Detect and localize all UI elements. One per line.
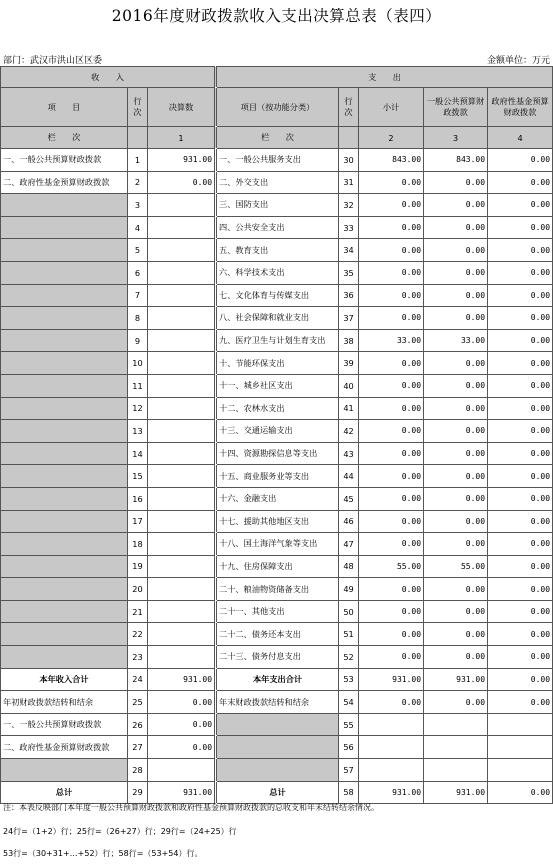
- row-no: 5: [128, 239, 148, 262]
- table-row: [1, 442, 553, 465]
- expense-item-name: 十、节能环保支出: [217, 352, 339, 375]
- expense-general: 0.00: [424, 397, 488, 420]
- table-row: [1, 623, 553, 646]
- row-no-header: 行次: [128, 88, 148, 127]
- table-row: [1, 465, 553, 488]
- row-no: 55: [339, 713, 359, 736]
- expense-item-name: 三、国防支出: [217, 194, 339, 217]
- expense-general: 0.00: [424, 578, 488, 601]
- expense-gov-fund: 0.00: [488, 555, 553, 578]
- expense-gov-fund: 0.00: [488, 329, 553, 352]
- expense-item-name: 十四、资源勘探信息等支出: [217, 442, 339, 465]
- income-value: [148, 284, 215, 307]
- income-item-name: [1, 442, 128, 465]
- row-no: 21: [128, 600, 148, 623]
- expense-subtotal: 0.00: [359, 600, 424, 623]
- income-value: [148, 239, 215, 262]
- row-no: 9: [128, 329, 148, 352]
- income-item-name: [1, 352, 128, 375]
- row-no: 12: [128, 397, 148, 420]
- income-item-name: [1, 374, 128, 397]
- income-item-name: [1, 600, 128, 623]
- expense-gov-fund: 0.00: [488, 420, 553, 443]
- expense-gov-fund: 0.00: [488, 442, 553, 465]
- income-value: [148, 352, 215, 375]
- expense-gov-fund: 0.00: [488, 646, 553, 669]
- expense-general: 0.00: [424, 307, 488, 330]
- unit-label: 金额单位：万元: [486, 56, 550, 66]
- row-no: 23: [128, 646, 148, 669]
- income-value: [148, 578, 215, 601]
- row-no: 30: [339, 149, 359, 172]
- row-no: 58: [339, 781, 359, 804]
- footnote-2: 24行=（1+2）行；25行=（26+27）行；29行=（24+25）行: [3, 827, 237, 836]
- expense-gov-fund: 0.00: [488, 600, 553, 623]
- income-item-name: [1, 646, 128, 669]
- row-no: 24: [128, 668, 148, 691]
- income-item-name: [1, 239, 128, 262]
- report-title: 2016年度财政拨款收入支出决算总表（表四）: [111, 7, 442, 25]
- income-value: [148, 216, 215, 239]
- col-1: 1: [148, 127, 215, 149]
- row-no: 10: [128, 352, 148, 375]
- row-no: 42: [339, 420, 359, 443]
- income-value: [148, 623, 215, 646]
- table-row: [1, 149, 553, 172]
- income-item-name: [1, 261, 128, 284]
- expense-item-name: 十七、援助其他地区支出: [217, 510, 339, 533]
- row-no: 39: [339, 352, 359, 375]
- expense-gov-fund: 0.00: [488, 533, 553, 556]
- begin-balance-value: 0.00: [148, 691, 215, 714]
- expense-subtotal: 0.00: [359, 533, 424, 556]
- row-no: 43: [339, 442, 359, 465]
- grand-total-value: 931.00: [148, 781, 215, 804]
- expense-item-name: 五、教育支出: [217, 239, 339, 262]
- income-value: [148, 555, 215, 578]
- income-value: [148, 646, 215, 669]
- expense-item-name: 十八、国土海洋气象等支出: [217, 533, 339, 556]
- footnote-1: 注：本表反映部门本年度一般公共预算财政拨款和政府性基金预算财政拨款的总收支和年末结转结余情况。: [3, 803, 379, 812]
- income-value: [148, 329, 215, 352]
- expense-gov-fund: 0.00: [488, 307, 553, 330]
- row-no: 20: [128, 578, 148, 601]
- expense-general: 0.00: [424, 216, 488, 239]
- end-balance-gov-fund: 0.00: [488, 691, 553, 714]
- gov-fund-header: 政府性基金预算财政拨款: [488, 88, 553, 127]
- expense-item-name: 十五、商业服务业等支出: [217, 465, 339, 488]
- year-expense-gov-fund: 0.00: [488, 668, 553, 691]
- table-row: [1, 578, 553, 601]
- row-no: 1: [128, 149, 148, 172]
- expense-subtotal: 0.00: [359, 465, 424, 488]
- expense-item-header: 项目（按功能分类）: [217, 88, 339, 127]
- expense-general: 0.00: [424, 284, 488, 307]
- expense-subtotal: 0.00: [359, 261, 424, 284]
- expense-subtotal: 0.00: [359, 442, 424, 465]
- expense-subtotal: 0.00: [359, 397, 424, 420]
- expense-general: 0.00: [424, 600, 488, 623]
- row-no: 3: [128, 194, 148, 217]
- income-value: [148, 307, 215, 330]
- income-item-name: [1, 329, 128, 352]
- expense-general: 843.00: [424, 149, 488, 172]
- col-label: 栏 次: [1, 127, 128, 149]
- row-no: 49: [339, 578, 359, 601]
- expense-general: 0.00: [424, 533, 488, 556]
- col-3: 3: [424, 127, 488, 149]
- expense-subtotal: 0.00: [359, 352, 424, 375]
- end-balance-subtotal: 0.00: [359, 691, 424, 714]
- income-value: [148, 465, 215, 488]
- row-no: 51: [339, 623, 359, 646]
- income-item-name: [1, 555, 128, 578]
- expense-item-name: 四、公共安全支出: [217, 216, 339, 239]
- expense-gov-fund: 0.00: [488, 397, 553, 420]
- expense-subtotal: 843.00: [359, 149, 424, 172]
- row-no: 4: [128, 216, 148, 239]
- expense-item-name: 九、医疗卫生与计划生育支出: [217, 329, 339, 352]
- table-row: [1, 239, 553, 262]
- expense-item-name: 一、一般公共服务支出: [217, 149, 339, 172]
- expense-general: 0.00: [424, 239, 488, 262]
- row-no: 44: [339, 465, 359, 488]
- row-no: 11: [128, 374, 148, 397]
- table-row: [1, 284, 553, 307]
- end-balance-general: 0.00: [424, 691, 488, 714]
- income-item-name: [1, 397, 128, 420]
- expense-general: 0.00: [424, 374, 488, 397]
- income-value: [148, 420, 215, 443]
- col-4: 4: [488, 127, 553, 149]
- expense-general: 33.00: [424, 329, 488, 352]
- expense-subtotal: 0.00: [359, 623, 424, 646]
- begin-gov-fund-value: 0.00: [148, 736, 215, 759]
- income-item-name: [1, 284, 128, 307]
- table-row: [1, 171, 553, 194]
- row-no: 15: [128, 465, 148, 488]
- income-header: 收 入: [1, 67, 215, 88]
- expense-general: 0.00: [424, 646, 488, 669]
- row-no: 40: [339, 374, 359, 397]
- table-row: [1, 600, 553, 623]
- income-value: [148, 442, 215, 465]
- expense-general: 0.00: [424, 487, 488, 510]
- expense-header: 支 出: [217, 67, 553, 88]
- income-value: [148, 600, 215, 623]
- row-no: 2: [128, 171, 148, 194]
- row-no: 52: [339, 646, 359, 669]
- row-no: 13: [128, 420, 148, 443]
- row-no: 17: [128, 510, 148, 533]
- income-item-header: 项 目: [1, 88, 128, 127]
- expense-item-name: 二十二、债务还本支出: [217, 623, 339, 646]
- row-no: 6: [128, 261, 148, 284]
- expense-gov-fund: 0.00: [488, 149, 553, 172]
- expense-subtotal: 0.00: [359, 578, 424, 601]
- income-item-name: [1, 465, 128, 488]
- row-no: 36: [339, 284, 359, 307]
- row-no: 29: [128, 781, 148, 804]
- expense-general: 0.00: [424, 510, 488, 533]
- year-income-total-label: 本年收入合计: [1, 668, 128, 691]
- row-no: 18: [128, 533, 148, 556]
- expense-general: 0.00: [424, 465, 488, 488]
- table-row: [1, 216, 553, 239]
- income-item-name: 一、一般公共预算财政拨款: [1, 149, 128, 172]
- grand-total-subtotal: 931.00: [359, 781, 424, 804]
- row-no: 56: [339, 736, 359, 759]
- expense-gov-fund: 0.00: [488, 374, 553, 397]
- row-no: 54: [339, 691, 359, 714]
- subtotal-header: 小计: [359, 88, 424, 127]
- year-expense-total-label: 本年支出合计: [217, 668, 339, 691]
- expense-general: 0.00: [424, 171, 488, 194]
- table-row: [1, 329, 553, 352]
- table-row: [1, 555, 553, 578]
- expense-gov-fund: 0.00: [488, 239, 553, 262]
- expense-item-name: 七、文化体育与传媒支出: [217, 284, 339, 307]
- begin-balance-label: 年初财政拨款结转和结余: [1, 691, 128, 714]
- expense-general: 0.00: [424, 442, 488, 465]
- row-no: 14: [128, 442, 148, 465]
- expense-gov-fund: 0.00: [488, 171, 553, 194]
- budget-table: [0, 66, 553, 804]
- table-row: [1, 194, 553, 217]
- row-no: 27: [128, 736, 148, 759]
- row-no: 22: [128, 623, 148, 646]
- expense-item-name: 十九、住房保障支出: [217, 555, 339, 578]
- income-item-name: [1, 194, 128, 217]
- row-no: 38: [339, 329, 359, 352]
- general-budget-header: 一般公共预算财政拨款: [424, 88, 488, 127]
- expense-general: 0.00: [424, 420, 488, 443]
- row-no: 19: [128, 555, 148, 578]
- expense-gov-fund: 0.00: [488, 623, 553, 646]
- row-no: 34: [339, 239, 359, 262]
- row-no: 31: [339, 171, 359, 194]
- expense-general: 0.00: [424, 352, 488, 375]
- expense-item-name: 二十一、其他支出: [217, 600, 339, 623]
- row-no: 28: [128, 759, 148, 782]
- income-value: [148, 533, 215, 556]
- expense-row-no-header: 行次: [339, 88, 359, 127]
- income-item-name: [1, 307, 128, 330]
- expense-item-name: 六、科学技术支出: [217, 261, 339, 284]
- grand-total-gov-fund: 0.00: [488, 781, 553, 804]
- expense-item-name: 十六、金融支出: [217, 487, 339, 510]
- table-row: [1, 374, 553, 397]
- expense-general: 55.00: [424, 555, 488, 578]
- expense-subtotal: 0.00: [359, 374, 424, 397]
- row-no: 32: [339, 194, 359, 217]
- expense-general: 0.00: [424, 623, 488, 646]
- table-row: [1, 261, 553, 284]
- table-row: [1, 420, 553, 443]
- col-2: 2: [359, 127, 424, 149]
- expense-subtotal: 33.00: [359, 329, 424, 352]
- income-value: [148, 374, 215, 397]
- table-row: [1, 307, 553, 330]
- expense-subtotal: 0.00: [359, 194, 424, 217]
- row-no: 47: [339, 533, 359, 556]
- expense-general: 0.00: [424, 194, 488, 217]
- table-row: [1, 646, 553, 669]
- expense-subtotal: 0.00: [359, 239, 424, 262]
- row-no: 41: [339, 397, 359, 420]
- income-value: [148, 487, 215, 510]
- grand-total-expense-label: 总计: [217, 781, 339, 804]
- footnote-3: 53行=（30+31+…+52）行；58行=（53+54）行。: [3, 849, 203, 858]
- end-balance-label: 年末财政拨款结转和结余: [217, 691, 339, 714]
- row-no: 8: [128, 307, 148, 330]
- expense-subtotal: 0.00: [359, 284, 424, 307]
- income-item-name: [1, 420, 128, 443]
- year-expense-general: 931.00: [424, 668, 488, 691]
- income-item-name: [1, 533, 128, 556]
- expense-subtotal: 0.00: [359, 487, 424, 510]
- year-income-total-value: 931.00: [148, 668, 215, 691]
- income-value: [148, 397, 215, 420]
- income-item-name: [1, 623, 128, 646]
- expense-item-name: 二十、粮油物资储备支出: [217, 578, 339, 601]
- income-value: 0.00: [148, 171, 215, 194]
- table-row: [1, 487, 553, 510]
- table-row: [1, 533, 553, 556]
- grand-total-general: 931.00: [424, 781, 488, 804]
- expense-subtotal: 0.00: [359, 510, 424, 533]
- expense-gov-fund: 0.00: [488, 510, 553, 533]
- year-expense-subtotal: 931.00: [359, 668, 424, 691]
- expense-gov-fund: 0.00: [488, 194, 553, 217]
- expense-item-name: 八、社会保障和就业支出: [217, 307, 339, 330]
- table-row: [1, 510, 553, 533]
- expense-gov-fund: 0.00: [488, 465, 553, 488]
- row-no: 7: [128, 284, 148, 307]
- income-item-name: [1, 487, 128, 510]
- expense-subtotal: 0.00: [359, 646, 424, 669]
- expense-gov-fund: 0.00: [488, 216, 553, 239]
- expense-subtotal: 0.00: [359, 307, 424, 330]
- income-item-name: [1, 578, 128, 601]
- expense-subtotal: 0.00: [359, 216, 424, 239]
- expense-gov-fund: 0.00: [488, 487, 553, 510]
- budget-header: 决算数: [148, 88, 215, 127]
- row-no: 46: [339, 510, 359, 533]
- income-item-name: 二、政府性基金预算财政拨款: [1, 171, 128, 194]
- begin-general-label: 一、一般公共预算财政拨款: [1, 713, 128, 736]
- income-value: [148, 194, 215, 217]
- expense-gov-fund: 0.00: [488, 352, 553, 375]
- expense-gov-fund: 0.00: [488, 578, 553, 601]
- begin-general-value: 0.00: [148, 713, 215, 736]
- table-row: [1, 352, 553, 375]
- expense-gov-fund: 0.00: [488, 261, 553, 284]
- expense-gov-fund: 0.00: [488, 284, 553, 307]
- expense-item-name: 二十三、债务付息支出: [217, 646, 339, 669]
- department-label: 部门：武汉市洪山区区委: [3, 56, 103, 66]
- row-no: 53: [339, 668, 359, 691]
- income-value: [148, 261, 215, 284]
- expense-general: 0.00: [424, 261, 488, 284]
- expense-subtotal: 0.00: [359, 420, 424, 443]
- income-value: 931.00: [148, 149, 215, 172]
- income-item-name: [1, 216, 128, 239]
- expense-item-name: 十三、交通运输支出: [217, 420, 339, 443]
- expense-subtotal: 55.00: [359, 555, 424, 578]
- row-no: 48: [339, 555, 359, 578]
- income-value: [148, 510, 215, 533]
- table-row: [1, 397, 553, 420]
- expense-item-name: 十一、城乡社区支出: [217, 374, 339, 397]
- row-no: 25: [128, 691, 148, 714]
- col-label-expense: 栏 次: [217, 127, 339, 149]
- row-no: 16: [128, 487, 148, 510]
- row-no: 26: [128, 713, 148, 736]
- expense-item-name: 十二、农林水支出: [217, 397, 339, 420]
- grand-total-label: 总计: [1, 781, 128, 804]
- expense-item-name: 二、外交支出: [217, 171, 339, 194]
- row-no: 33: [339, 216, 359, 239]
- begin-gov-fund-label: 二、政府性基金预算财政拨款: [1, 736, 128, 759]
- expense-subtotal: 0.00: [359, 171, 424, 194]
- income-item-name: [1, 510, 128, 533]
- row-no: 35: [339, 261, 359, 284]
- row-no: 57: [339, 759, 359, 782]
- row-no: 50: [339, 600, 359, 623]
- row-no: 37: [339, 307, 359, 330]
- row-no: 45: [339, 487, 359, 510]
